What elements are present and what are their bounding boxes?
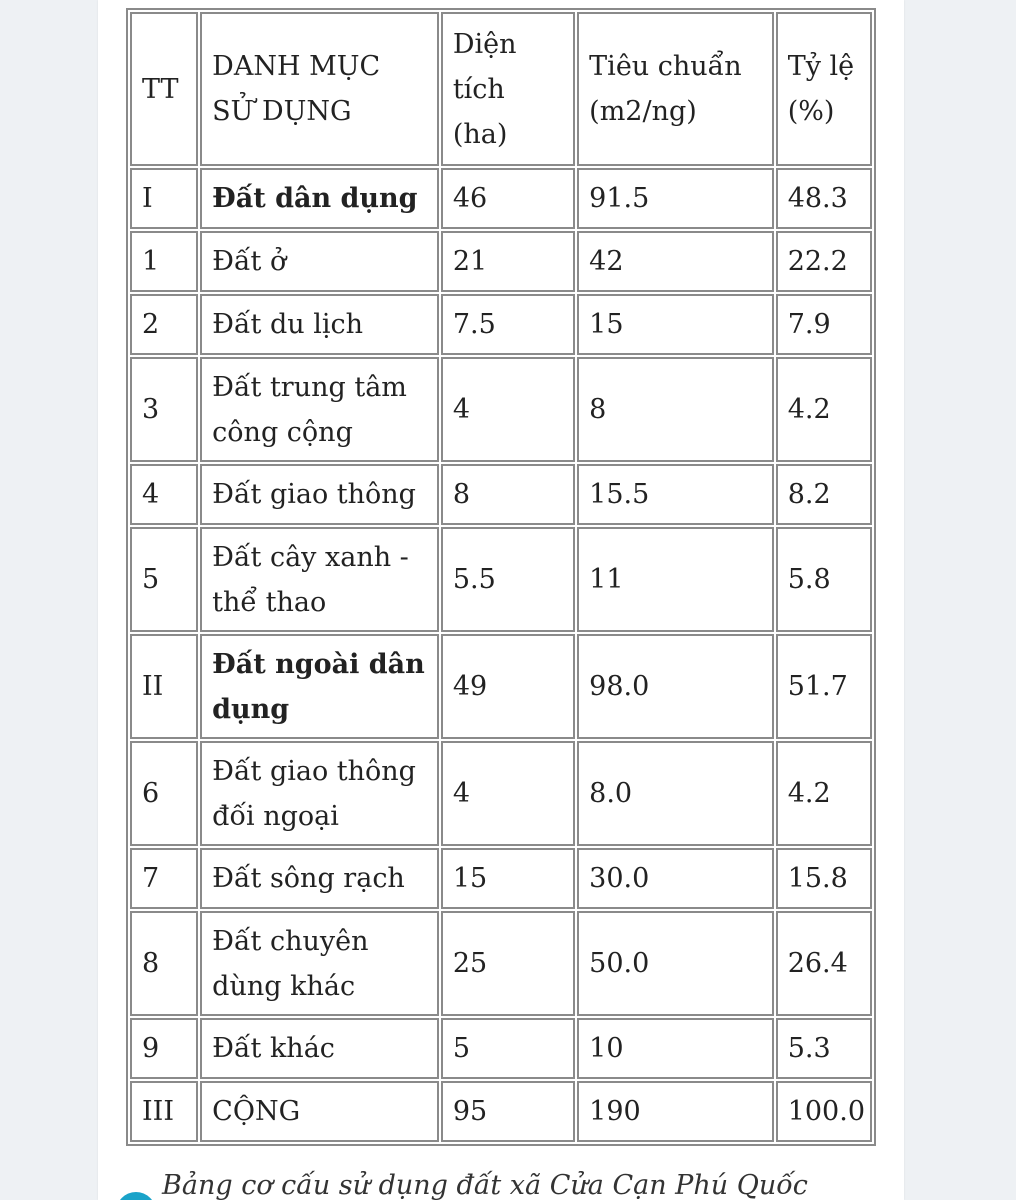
table-cell-standard: 30.0 (577, 848, 774, 909)
table-cell-standard: 91.5 (577, 168, 774, 229)
table-cell-ratio: 5.3 (776, 1018, 872, 1079)
table-cell-category: Đất cây xanh - thể thao (200, 527, 439, 632)
table-cell-area: 46 (441, 168, 575, 229)
header-cell-ratio: Tỷ lệ (%) (776, 12, 872, 166)
table-cell-area: 4 (441, 741, 575, 846)
table-cell-ratio: 4.2 (776, 741, 872, 846)
table-row (130, 231, 872, 292)
table-row (130, 464, 872, 525)
table-cell-ratio: 22.2 (776, 231, 872, 292)
table-cell-ratio: 100.0 (776, 1081, 872, 1142)
table-row (130, 741, 872, 846)
table-cell-area: 5.5 (441, 527, 575, 632)
table-cell-ratio: 15.8 (776, 848, 872, 909)
table-cell-category: CỘNG (200, 1081, 439, 1142)
table-cell-ratio: 51.7 (776, 634, 872, 739)
table-cell-tt: 5 (130, 527, 198, 632)
table-row (130, 1081, 872, 1142)
table-cell-area: 95 (441, 1081, 575, 1142)
table-cell-category: Đất ở (200, 231, 439, 292)
table-cell-tt: 8 (130, 911, 198, 1016)
table-cell-category: Đất khác (200, 1018, 439, 1079)
table-cell-standard: 11 (577, 527, 774, 632)
table-cell-ratio: 8.2 (776, 464, 872, 525)
table-cell-category: Đất trung tâm công cộng (200, 357, 439, 462)
header-cell-category: DANH MỤC SỬ DỤNG (200, 12, 439, 166)
table-cell-standard: 8.0 (577, 741, 774, 846)
table-cell-tt: III (130, 1081, 198, 1142)
header-cell-tt: TT (130, 12, 198, 166)
table-cell-area: 8 (441, 464, 575, 525)
table-cell-area: 25 (441, 911, 575, 1016)
table-row (130, 911, 872, 1016)
table-cell-standard: 8 (577, 357, 774, 462)
table-caption: Bảng cơ cấu sử dụng đất xã Cửa Cạn Phú Quốc (162, 1170, 808, 1200)
header-cell-area: Diện tích (ha) (441, 12, 575, 166)
table-cell-ratio: 48.3 (776, 168, 872, 229)
table-cell-area: 4 (441, 357, 575, 462)
table-cell-standard: 15.5 (577, 464, 774, 525)
table-cell-area: 49 (441, 634, 575, 739)
table-cell-standard: 98.0 (577, 634, 774, 739)
header-cell-standard: Tiêu chuẩn (m2/ng) (577, 12, 774, 166)
table-cell-tt: 4 (130, 464, 198, 525)
table-cell-area: 7.5 (441, 294, 575, 355)
table-row (130, 357, 872, 462)
table-cell-tt: 1 (130, 231, 198, 292)
table-cell-tt: II (130, 634, 198, 739)
table-cell-tt: 6 (130, 741, 198, 846)
table-cell-standard: 10 (577, 1018, 774, 1079)
table-cell-tt: I (130, 168, 198, 229)
table-cell-tt: 7 (130, 848, 198, 909)
share-button[interactable] (116, 1192, 156, 1200)
table-cell-category: Đất du lịch (200, 294, 439, 355)
table-cell-category: Đất ngoài dân dụng (200, 634, 439, 739)
table-cell-tt: 3 (130, 357, 198, 462)
table-cell-standard: 42 (577, 231, 774, 292)
table-cell-ratio: 4.2 (776, 357, 872, 462)
table-row (130, 1018, 872, 1079)
land-use-table (126, 8, 876, 1146)
table-header-row (130, 12, 872, 166)
table-cell-tt: 2 (130, 294, 198, 355)
table-row (130, 848, 872, 909)
table-cell-standard: 15 (577, 294, 774, 355)
table-row (130, 527, 872, 632)
table-cell-category: Đất giao thông đối ngoại (200, 741, 439, 846)
table-row (130, 168, 872, 229)
table-cell-category: Đất chuyên dùng khác (200, 911, 439, 1016)
table-row (130, 294, 872, 355)
table-cell-category: Đất giao thông (200, 464, 439, 525)
table-cell-area: 21 (441, 231, 575, 292)
table-cell-standard: 50.0 (577, 911, 774, 1016)
table-row (130, 634, 872, 739)
table-cell-standard: 190 (577, 1081, 774, 1142)
table-cell-category: Đất sông rạch (200, 848, 439, 909)
table-cell-ratio: 26.4 (776, 911, 872, 1016)
table-cell-ratio: 7.9 (776, 294, 872, 355)
table-cell-ratio: 5.8 (776, 527, 872, 632)
table-cell-category: Đất dân dụng (200, 168, 439, 229)
table-cell-tt: 9 (130, 1018, 198, 1079)
table-cell-area: 5 (441, 1018, 575, 1079)
table-cell-area: 15 (441, 848, 575, 909)
article-page (98, 0, 904, 1200)
